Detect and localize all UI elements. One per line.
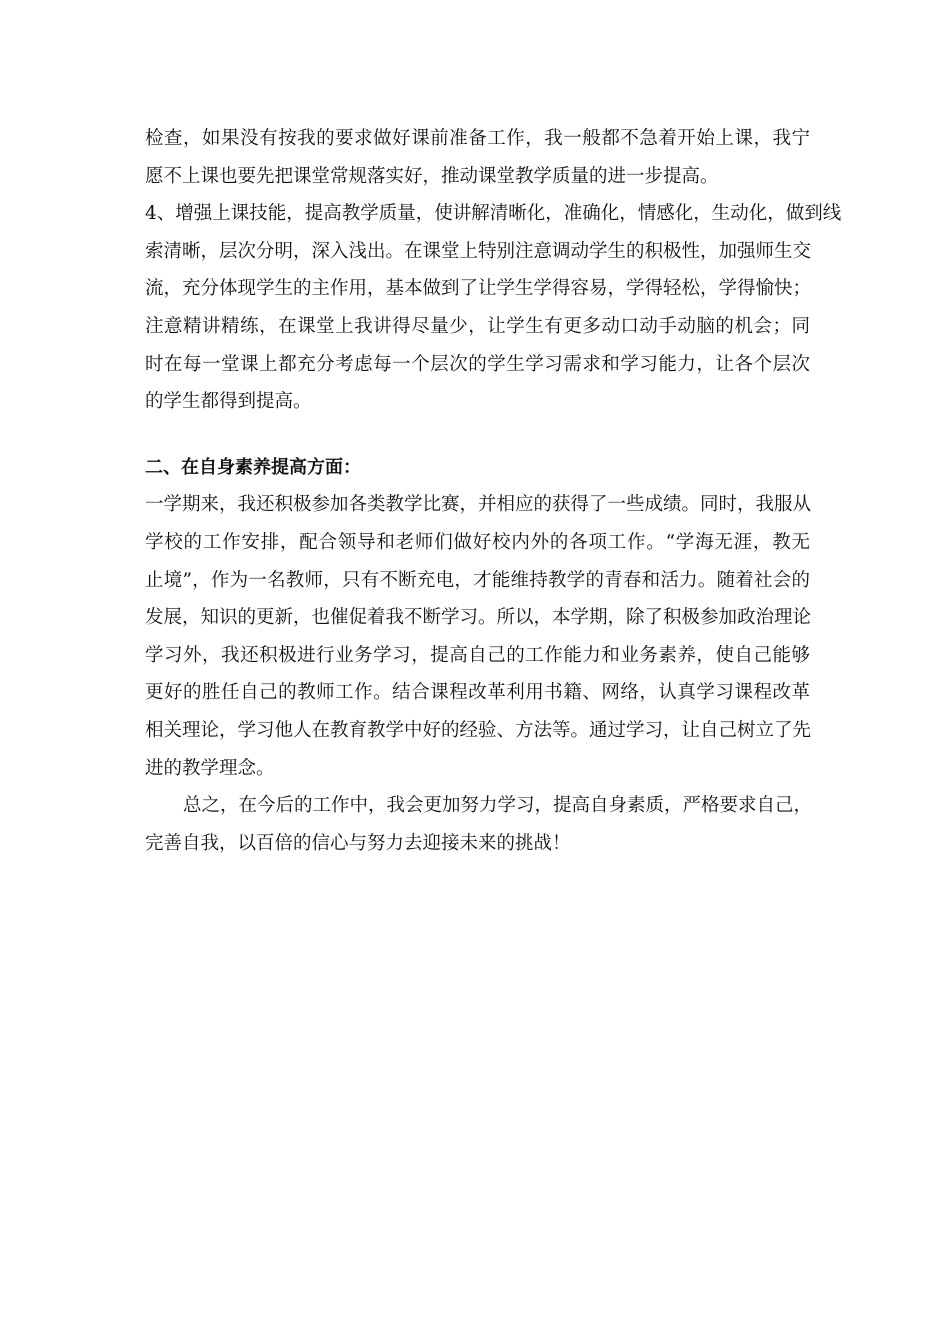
- text-line: 一学期来，我还积极参加各类教学比赛，并相应的获得了一些成绩。同时，我服从: [145, 494, 812, 516]
- text-line: 进的教学理念。: [145, 757, 275, 779]
- document-page: [145, 120, 842, 862]
- text-line: 学习外，我还积极进行业务学习，提高自己的工作能力和业务素养，使自己能够: [145, 644, 810, 666]
- paragraph-teaching-skills: [145, 195, 842, 421]
- text-line: 检查，如果没有按我的要求做好课前准备工作，我一般都不急着开始上课，我宁: [145, 128, 810, 149]
- text-line: 发展，知识的更新，也催促着我不断学习。所以，本学期，除了积极参加政治理论: [145, 607, 812, 629]
- text-line: 4、增强上课技能，提高教学质量，使讲解清晰化，准确化，情感化，生动化，做到线: [145, 203, 842, 225]
- text-line: 相关理论，学习他人在教育教学中好的经验、方法等。通过学习，让自己树立了先: [145, 719, 812, 741]
- text-line: 注意精讲精练，在课堂上我讲得尽量少，让学生有更多动口动手动脑的机会；同: [145, 315, 810, 337]
- section-self-improvement: [145, 449, 810, 787]
- section-heading: 二、在自身素养提高方面：: [145, 456, 361, 478]
- text-line: 更好的胜任自己的教师工作。结合课程改革利用书籍、网络，认真学习课程改革: [145, 682, 810, 704]
- text-line: 时在每一堂课上都充分考虑每一个层次的学生学习需求和学习能力，让各个层次: [145, 353, 810, 375]
- text-line: 学校的工作安排，配合领导和老师们做好校内外的各项工作。“学海无涯，教无: [145, 531, 810, 553]
- text-line: 总之，在今后的工作中，我会更加努力学习，提高自身素质，严格要求自己，: [183, 795, 813, 817]
- paragraph-classroom-routine: [145, 120, 810, 195]
- text-line: 索清晰，层次分明，深入浅出。在课堂上特别注意调动学生的积极性，加强师生交: [145, 240, 812, 262]
- text-line: 止境”，作为一名教师，只有不断充电，才能维持教学的青春和活力。随着社会的: [145, 569, 810, 591]
- text-line: 的学生都得到提高。: [145, 391, 312, 413]
- section-spacer: [145, 421, 810, 449]
- paragraph-conclusion: [145, 787, 813, 862]
- text-line: 愿不上课也要先把课堂常规落实好，推动课堂教学质量的进一步提高。: [145, 165, 719, 187]
- text-line: 流，充分体现学生的主作用，基本做到了让学生学得容易，学得轻松，学得愉快；: [145, 278, 812, 300]
- text-line: 完善自我，以百倍的信心与努力去迎接未来的挑战！: [145, 832, 571, 854]
